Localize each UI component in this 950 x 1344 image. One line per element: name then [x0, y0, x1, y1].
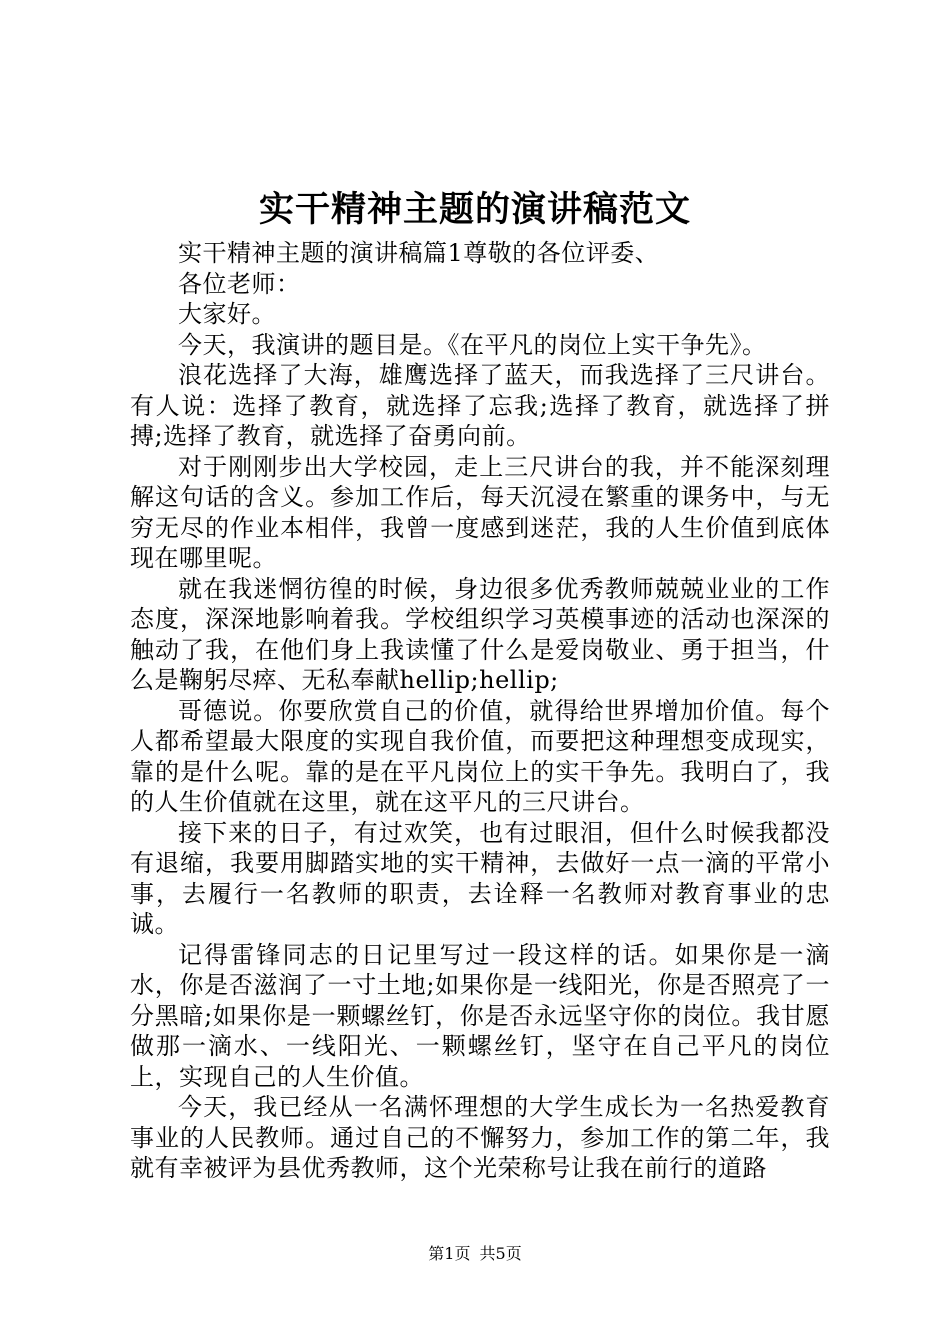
- paragraph-3: 大家好。: [178, 300, 276, 328]
- paragraph-8: 哥德说。你要欣赏自己的价值，就得给世界增加价值。每个人都希望最大限度的实现自我价值，而要把这种理想变成现实，靠的是什么呢。靠的是在平凡岗位上的实干争先。我明白了，我的人生价值就在这里，就在这平凡的三尺讲台。: [130, 696, 830, 816]
- paragraph-9: 接下来的日子，有过欢笑，也有过眼泪，但什么时候我都没有退缩，我要用脚踏实地的实干精神，去做好一点一滴的平常小事，去履行一名教师的职责，去诠释一名教师对教育事业的忠诚。: [130, 818, 830, 938]
- page-number: 第1页: [428, 1244, 471, 1263]
- paragraph-6: 对于刚刚步出大学校园，走上三尺讲台的我，并不能深刻理解这句话的含义。参加工作后，每天沉浸在繁重的课务中，与无穷无尽的作业本相伴，我曾一度感到迷茫，我的人生价值到底体现在哪里呢。: [130, 452, 830, 572]
- paragraph-7: 就在我迷惘彷徨的时候，身边很多优秀教师兢兢业业的工作态度，深深地影响着我。学校组织学习英模事迹的活动也深深的触动了我，在他们身上我读懂了什么是爱岗敬业、勇于担当，什么是鞠躬尽瘁、无私奉献hellip;hellip;: [130, 574, 830, 694]
- paragraph-11: 今天，我已经从一名满怀理想的大学生成长为一名热爱教育事业的人民教师。通过自己的不懈努力，参加工作的第二年，我就有幸被评为县优秀教师，这个光荣称号让我在前行的道路: [130, 1093, 830, 1182]
- paragraph-4: 今天，我演讲的题目是。《在平凡的岗位上实干争先》。: [178, 330, 767, 359]
- document-body: [130, 238, 830, 1184]
- paragraph-10: 记得雷锋同志的日记里写过一段这样的话。如果你是一滴水，你是否滋润了一寸土地;如果你是一线阳光，你是否照亮了一分黑暗;如果你是一颗螺丝钉，你是否永远坚守你的岗位。我甘愿做那一滴水、一线阳光、一颗螺丝钉，坚守在自己平凡的岗位上，实现自己的人生价值。: [130, 940, 830, 1091]
- document-title: 实干精神主题的演讲稿范文: [258, 189, 691, 230]
- page-total: 共5页: [479, 1244, 522, 1263]
- paragraph-5: 浪花选择了大海，雄鹰选择了蓝天，而我选择了三尺讲台。有人说：选择了教育，就选择了忘我;选择了教育，就选择了拼搏;选择了教育，就选择了奋勇向前。: [130, 361, 830, 450]
- paragraph-2: 各位老师：: [178, 269, 301, 298]
- paragraph-1: 实干精神主题的演讲稿篇1尊敬的各位评委、: [178, 239, 660, 267]
- page-footer: [0, 1243, 950, 1265]
